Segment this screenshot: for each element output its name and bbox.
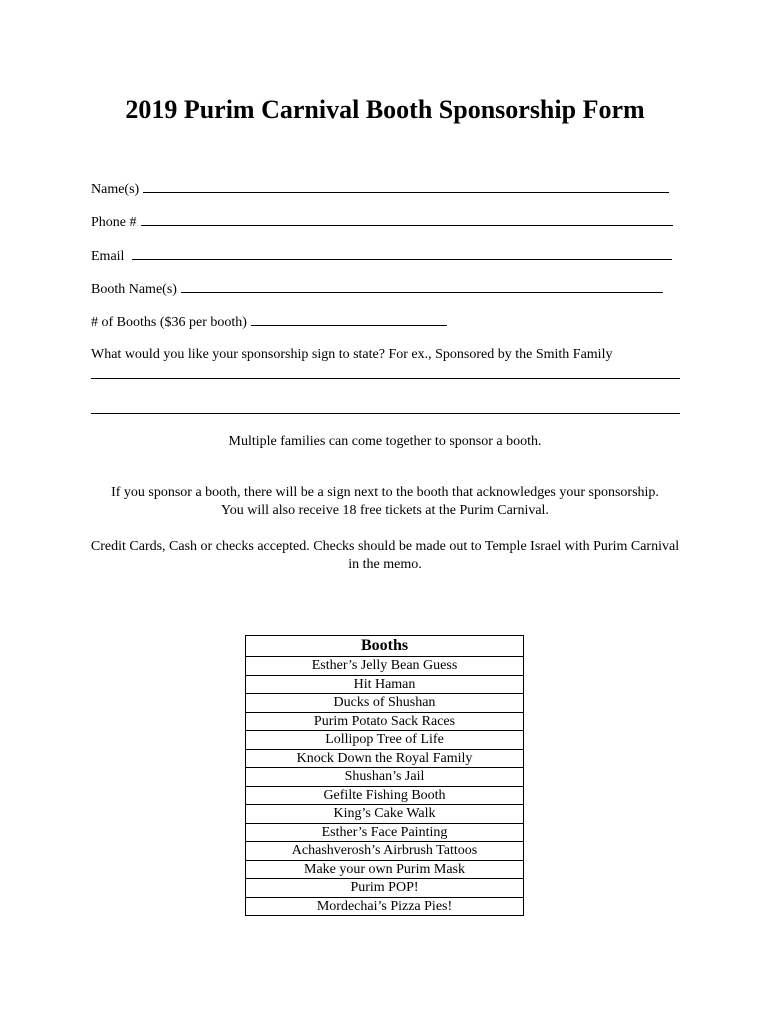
email-field [91,246,672,266]
booth-item: Purim POP! [246,879,524,898]
email-label: Email [91,249,125,264]
table-row [246,823,524,842]
booth-item: Hit Haman [246,675,524,694]
email-input-line[interactable] [132,246,672,260]
table-row [246,786,524,805]
booth-item: Gefilte Fishing Booth [246,786,524,805]
booth-item: Make your own Purim Mask [246,860,524,879]
multiple-families-note: Multiple families can come together to sponsor a booth. [228,434,542,449]
booth-item: King’s Cake Walk [246,805,524,824]
payment-note: Credit Cards, Cash or checks accepted. Checks should be made out to Temple Israel with Purim Carnival in the memo. [90,539,680,572]
booths-header-row [246,636,524,657]
table-row [246,768,524,787]
table-row [246,675,524,694]
table-row [246,657,524,676]
names-input-line[interactable] [143,179,669,193]
num-booths-field [91,312,447,332]
names-field [91,179,669,199]
names-label: Name(s) [91,182,140,197]
booth-item: Lollipop Tree of Life [246,731,524,750]
table-row [246,749,524,768]
num-booths-label: # of Booths ($36 per booth) [91,315,247,330]
booth-item: Ducks of Shushan [246,694,524,713]
table-row [246,731,524,750]
booth-item: Esther’s Jelly Bean Guess [246,657,524,676]
table-row [246,860,524,879]
booth-names-input-line[interactable] [181,279,663,293]
booths-table [245,635,524,916]
booth-names-label: Booth Name(s) [91,282,177,297]
booths-header: Booths [246,636,524,657]
table-row [246,805,524,824]
booth-item: Achashverosh’s Airbrush Tattoos [246,842,524,861]
table-row [246,694,524,713]
booth-item: Esther’s Face Painting [246,823,524,842]
table-row [246,842,524,861]
phone-input-line[interactable] [141,212,673,226]
phone-label: Phone # [91,215,137,230]
booth-item: Knock Down the Royal Family [246,749,524,768]
sponsor-benefit-note: If you sponsor a booth, there will be a sign next to the booth that acknowledges your sponsorship. You will also receive 18 free tickets at the Purim Carnival. [111,485,659,518]
table-row [246,879,524,898]
sign-prompt: What would you like your sponsorship sign to state? For ex., Sponsored by the Smith Family [91,347,613,362]
phone-field [91,212,673,232]
booth-names-field [91,279,663,299]
sign-text-line-2[interactable] [91,413,680,414]
table-row [246,712,524,731]
form-title: 2019 Purim Carnival Booth Sponsorship Form [125,95,645,124]
booth-item: Shushan’s Jail [246,768,524,787]
num-booths-input-line[interactable] [251,312,447,326]
booth-item: Mordechai’s Pizza Pies! [246,897,524,916]
booth-item: Purim Potato Sack Races [246,712,524,731]
table-row [246,897,524,916]
sign-text-line-1[interactable] [91,378,680,379]
